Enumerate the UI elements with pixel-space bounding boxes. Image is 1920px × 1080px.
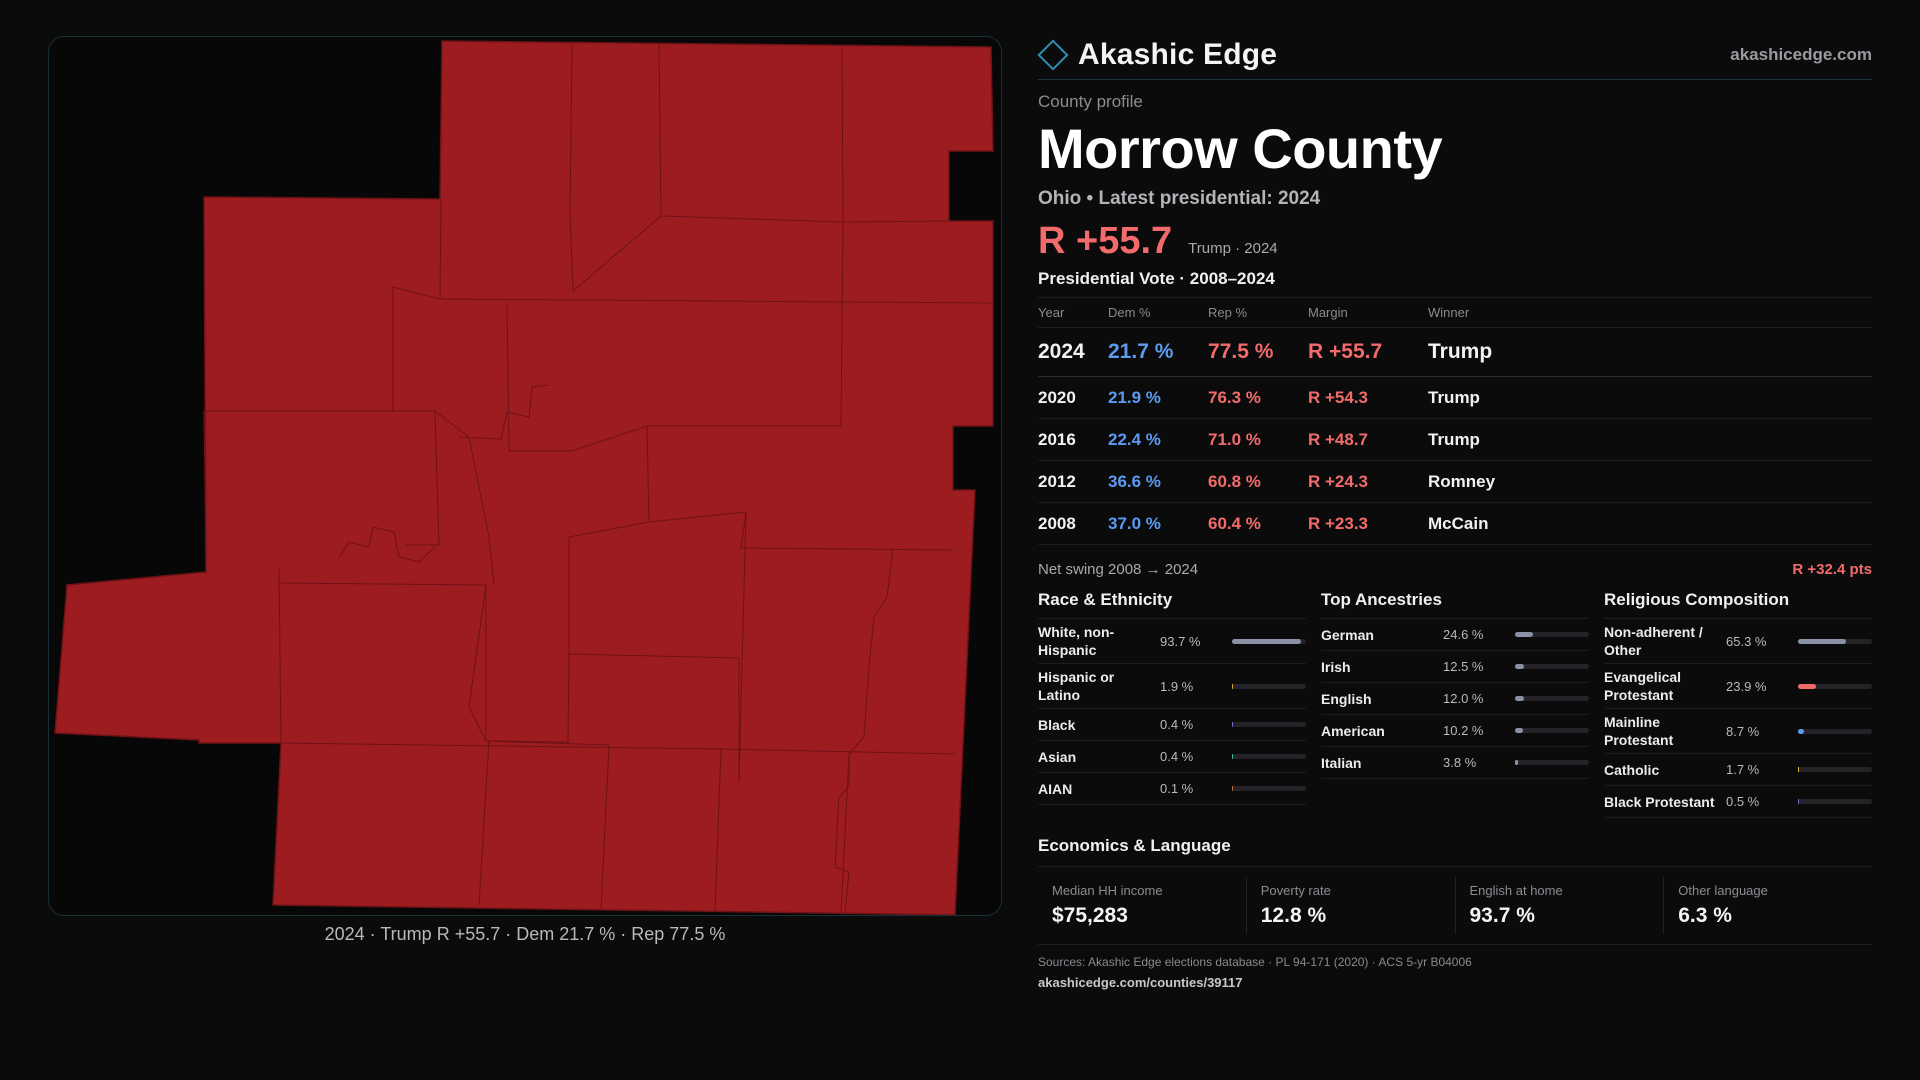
share-bar-track [1232,754,1306,759]
list-item [1604,754,1872,786]
cell-margin: R +55.7 [1308,328,1428,377]
item-percent: 65.3 % [1726,633,1767,649]
item-label: Evangelical Protestant [1604,669,1682,703]
item-percent: 23.9 % [1726,678,1767,694]
share-bar-track [1232,722,1306,727]
net-swing [1038,561,1872,578]
religion-section [1604,590,1872,818]
cell-margin: R +48.7 [1308,419,1428,461]
item-label: Irish [1321,658,1351,675]
ancestries-section [1321,590,1589,818]
list-item [1038,709,1306,741]
item-label: Asian [1038,748,1077,765]
share-bar-track [1515,696,1589,701]
table-row [1038,377,1872,419]
col-rep: Rep % [1208,298,1308,328]
table-header-row [1038,298,1872,328]
share-bar-track [1515,632,1589,637]
stat-value: 6.3 % [1678,904,1732,927]
cell-year: 2012 [1038,461,1108,503]
list-item [1321,619,1589,651]
item-percent: 93.7 % [1160,633,1201,649]
page-title: Morrow County [1038,117,1443,180]
stat-value: $75,283 [1052,904,1128,927]
item-percent: 10.2 % [1443,723,1484,738]
col-margin: Margin [1308,298,1428,328]
headline [1038,220,1872,263]
cell-dem: 36.6 % [1108,461,1208,503]
item-label: Black Protestant [1604,793,1715,810]
item-label: Italian [1321,754,1362,771]
item-label: White, non-Hispanic [1038,624,1115,658]
presidential-vote-title: Presidential Vote · 2008–2024 [1038,269,1275,288]
cell-year: 2024 [1038,328,1108,377]
race-ethnicity-title: Race & Ethnicity [1038,590,1306,619]
stat-card [1038,877,1246,934]
share-bar-track [1232,639,1306,644]
share-bar-fill [1515,728,1523,733]
item-label: German [1321,626,1374,643]
cell-margin: R +23.3 [1308,503,1428,545]
item-percent: 12.5 % [1443,659,1484,674]
item-percent: 24.6 % [1443,627,1484,642]
cell-rep: 71.0 % [1208,419,1308,461]
kicker: County profile [1038,92,1143,111]
list-item [1321,651,1589,683]
cell-winner: Romney [1428,461,1872,503]
stat-label: Other language [1678,883,1768,898]
item-label: Hispanic or Latino [1038,669,1115,703]
list-item [1038,664,1306,709]
share-bar-fill [1515,664,1524,669]
share-bar-fill [1798,684,1816,689]
stat-value: 12.8 % [1260,904,1327,927]
item-percent: 8.7 % [1726,723,1760,739]
share-bar-track [1798,799,1872,804]
share-bar-track [1515,664,1589,669]
cell-dem: 37.0 % [1108,503,1208,545]
religion-title: Religious Composition [1604,590,1872,619]
item-label: Non-adherent / Other [1604,624,1703,658]
item-label: American [1321,722,1385,739]
share-bar-track [1798,639,1872,644]
table-row [1038,503,1872,545]
share-bar-fill [1798,767,1799,772]
table-row [1038,419,1872,461]
item-percent: 1.7 % [1726,762,1760,777]
item-percent: 0.1 % [1160,781,1194,796]
item-label: AIAN [1038,780,1073,797]
presidential-vote-table [1038,297,1872,545]
economics-title: Economics & Language [1038,836,1872,867]
item-percent: 3.8 % [1443,755,1477,770]
brand-url-link[interactable]: akashicedge.com [1730,44,1872,64]
stat-value: 93.7 % [1469,904,1535,927]
list-item [1604,664,1872,709]
sources-text: Sources: Akashic Edge elections database · PL 94-171 (2020) · ACS 5-yr B04006 [1038,955,1472,969]
share-bar-track [1232,786,1306,791]
share-bar-track [1515,728,1589,733]
share-bar-fill [1515,632,1533,637]
item-label: Black [1038,716,1076,733]
diamond-outline-icon [1037,39,1068,70]
list-item [1604,786,1872,818]
stat-label: English at home [1469,883,1563,898]
cell-margin: R +24.3 [1308,461,1428,503]
cell-margin: R +54.3 [1308,377,1428,419]
cell-winner: McCain [1428,503,1872,545]
col-year: Year [1038,298,1108,328]
share-bar-track [1798,729,1872,734]
cell-dem: 22.4 % [1108,419,1208,461]
share-bar-track [1798,767,1872,772]
item-label: English [1321,690,1372,707]
stat-card [1663,877,1872,934]
list-item [1038,619,1306,664]
header [1038,30,1872,80]
share-bar-track [1798,684,1872,689]
table-row [1038,461,1872,503]
list-item [1038,741,1306,773]
share-bar-fill [1232,684,1233,689]
cell-rep: 60.4 % [1208,503,1308,545]
cell-dem: 21.7 % [1108,328,1208,377]
cell-rep: 76.3 % [1208,377,1308,419]
stat-card [1455,877,1664,934]
item-label: Mainline Protestant [1604,714,1674,748]
county-map-panel[interactable] [48,36,1002,916]
item-percent: 1.9 % [1160,678,1194,694]
list-item [1604,709,1872,754]
share-bar-fill [1515,696,1524,701]
cell-dem: 21.9 % [1108,377,1208,419]
cell-winner: Trump [1428,328,1872,377]
list-item [1604,619,1872,664]
share-bar-fill [1515,760,1518,765]
race-ethnicity-section [1038,590,1306,818]
source-url-link[interactable]: akashicedge.com/counties/39117 [1038,975,1243,990]
economics-grid [1038,877,1872,945]
list-item [1038,773,1306,805]
cell-winner: Trump [1428,377,1872,419]
list-item [1321,747,1589,779]
share-bar-track [1515,760,1589,765]
net-swing-label: Net swing 2008 → 2024 [1038,561,1199,578]
county-profile-panel [1038,30,1872,990]
item-percent: 0.4 % [1160,717,1194,732]
map-caption: 2024 · Trump R +55.7 · Dem 21.7 % · Rep 77.5 % [324,924,726,944]
share-bar-track [1232,684,1306,689]
brand-name: Akashic Edge [1078,37,1278,71]
cell-year: 2016 [1038,419,1108,461]
list-item [1321,715,1589,747]
headline-note: Trump · 2024 [1188,240,1278,257]
cell-rep: 77.5 % [1208,328,1308,377]
demographics-grid [1038,590,1872,818]
stat-label: Median HH income [1052,883,1163,898]
cell-winner: Trump [1428,419,1872,461]
item-percent: 0.4 % [1160,749,1194,764]
share-bar-fill [1232,639,1301,644]
headline-margin: R +55.7 [1038,220,1173,262]
item-percent: 12.0 % [1443,691,1484,706]
stat-card [1246,877,1455,934]
col-winner: Winner [1428,298,1872,328]
cell-rep: 60.8 % [1208,461,1308,503]
subtitle: Ohio • Latest presidential: 2024 [1038,188,1321,209]
share-bar-fill [1798,729,1804,734]
ancestries-title: Top Ancestries [1321,590,1589,619]
table-row [1038,328,1872,377]
list-item [1321,683,1589,715]
county-map[interactable] [49,37,1002,916]
item-percent: 0.5 % [1726,794,1760,809]
share-bar-fill [1798,639,1846,644]
county-shape[interactable] [55,41,993,915]
item-label: Catholic [1604,761,1660,778]
net-swing-value: R +32.4 pts [1792,561,1872,578]
cell-year: 2008 [1038,503,1108,545]
cell-year: 2020 [1038,377,1108,419]
col-dem: Dem % [1108,298,1208,328]
stat-label: Poverty rate [1260,883,1331,898]
